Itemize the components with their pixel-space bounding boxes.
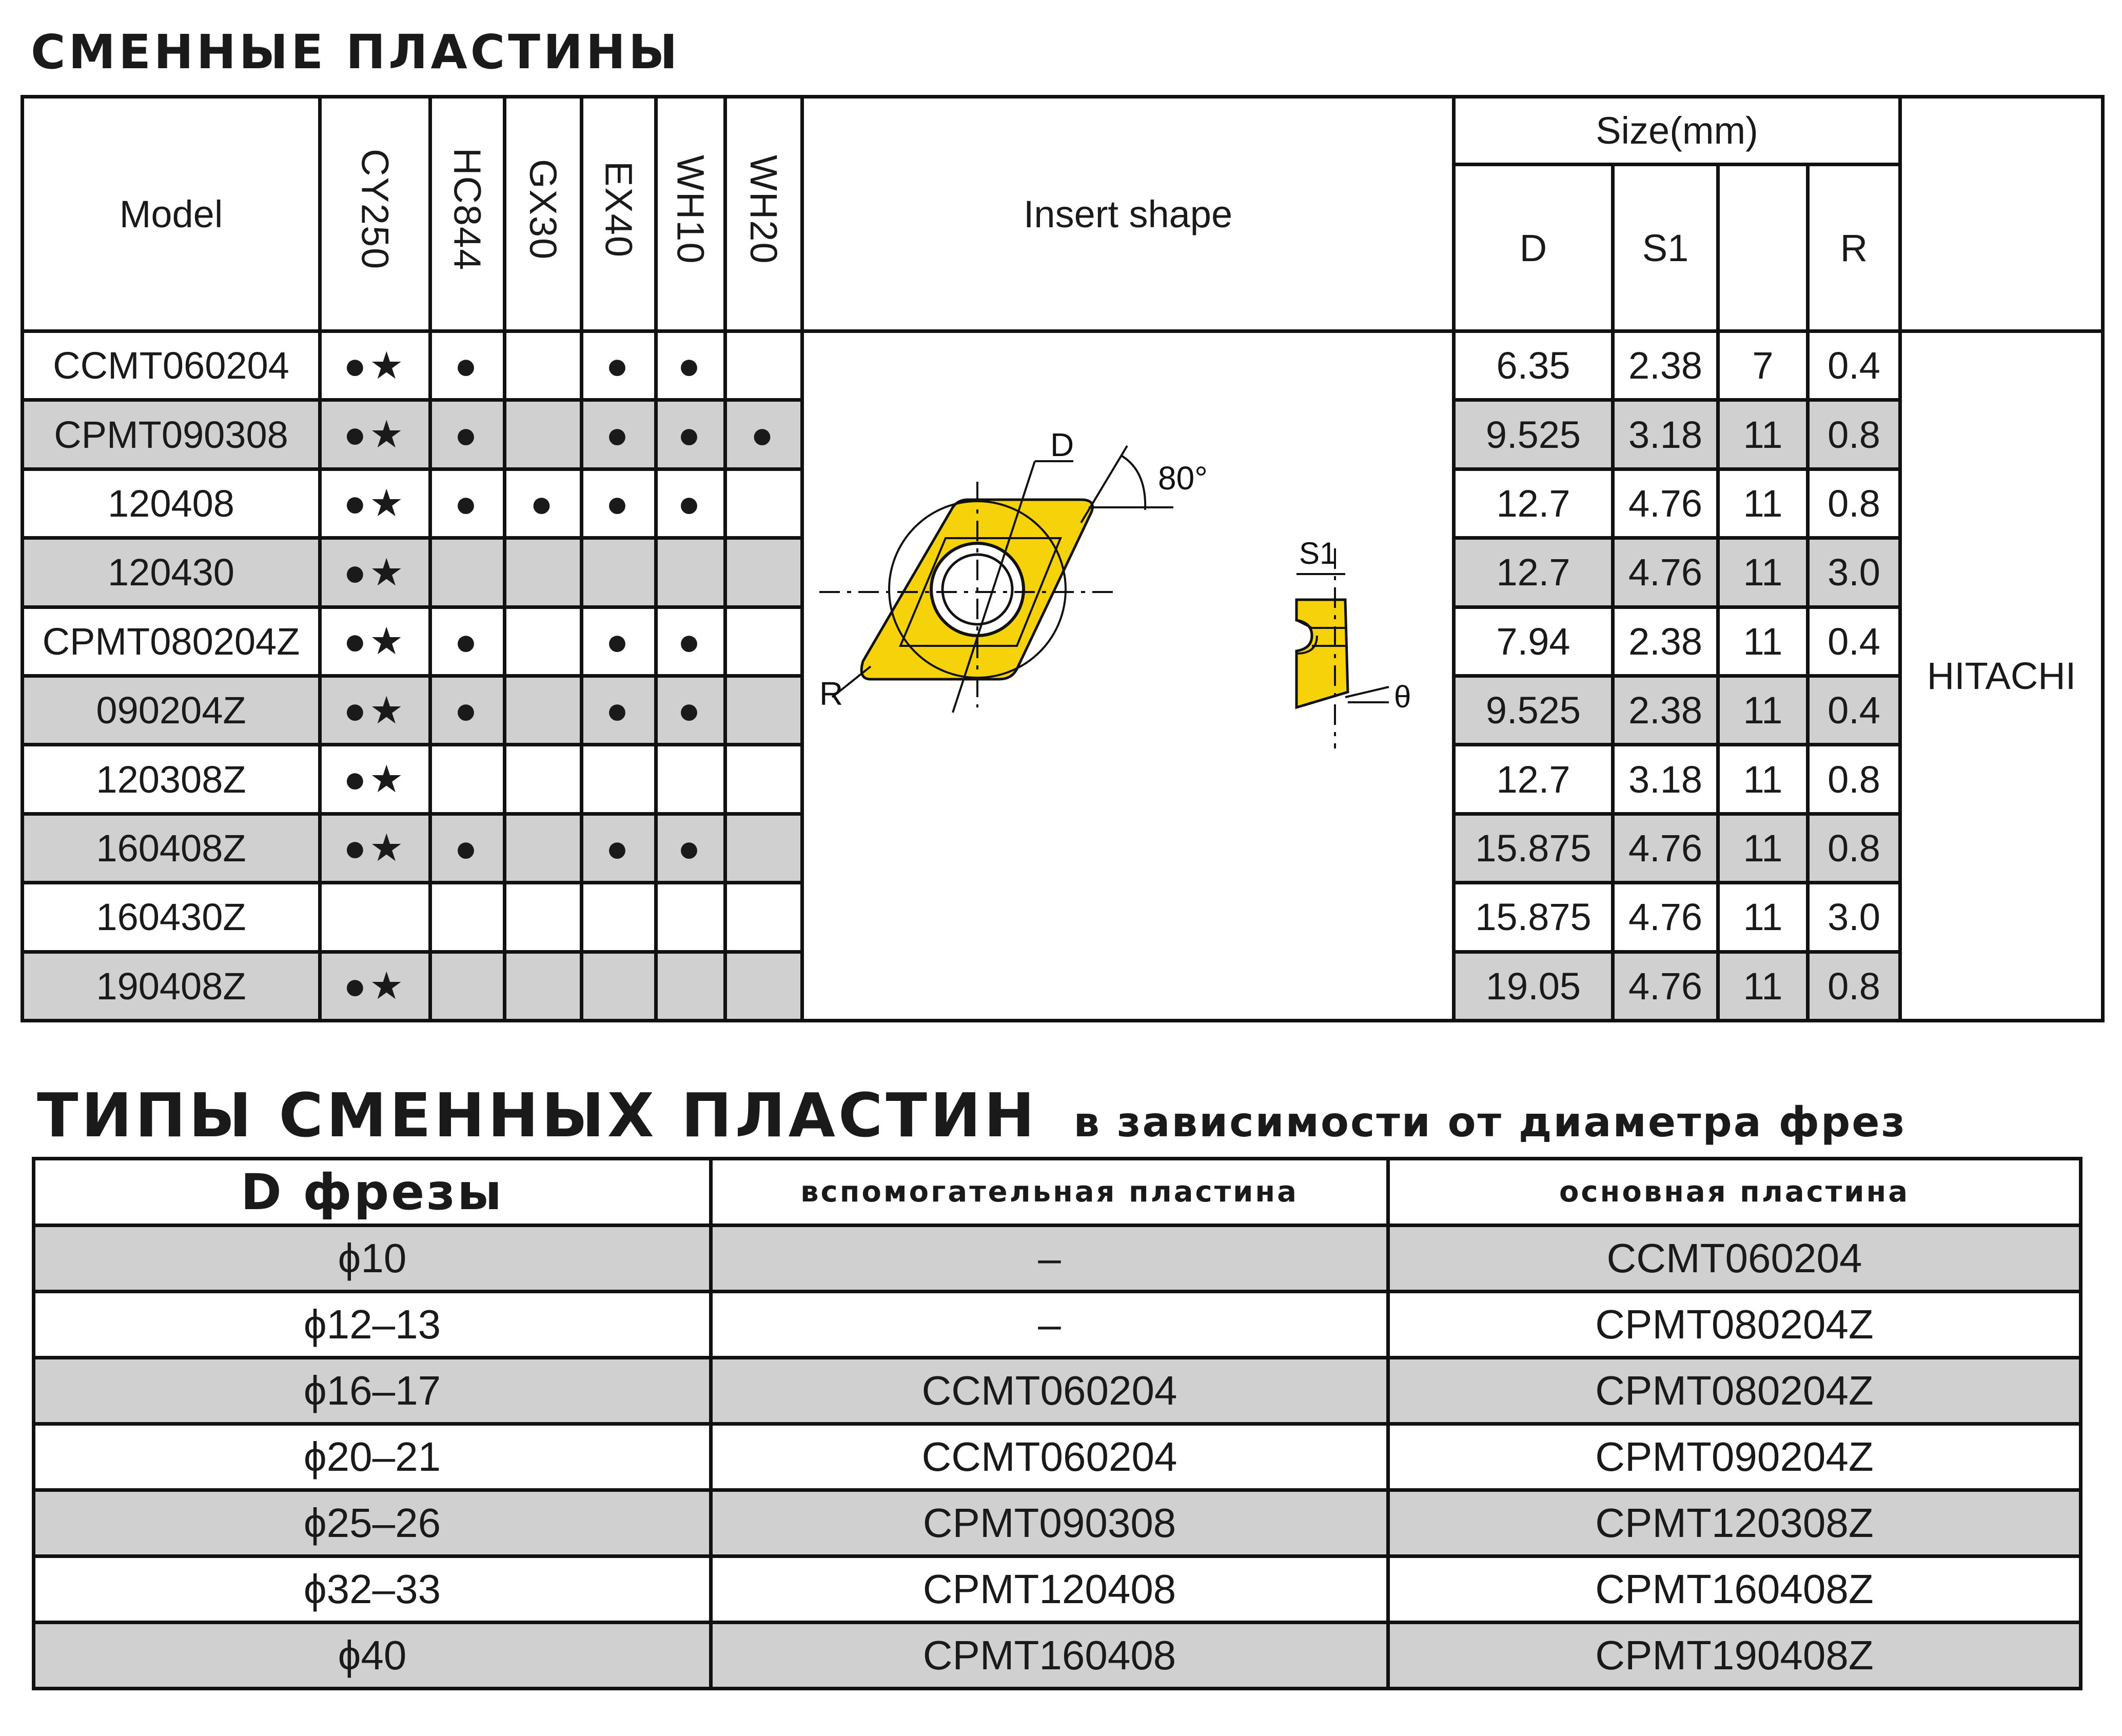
header-grade-cy250: CY250 xyxy=(320,97,430,331)
grade-mark-hc844 xyxy=(430,883,505,952)
header-model: Model xyxy=(23,97,320,331)
aux-insert-cell: – xyxy=(711,1226,1388,1292)
grade-mark-cy250: ●★ xyxy=(320,814,430,882)
grade-mark-cy250: ●★ xyxy=(320,469,430,538)
size-r-cell: 0.8 xyxy=(1808,814,1900,882)
header-size-theta xyxy=(1718,165,1808,331)
cutter-diameter-cell: ϕ32–33 xyxy=(34,1556,711,1623)
grade-mark-ex40 xyxy=(582,538,656,607)
grade-mark-hc844 xyxy=(430,538,505,607)
header-size-s1: S1 xyxy=(1613,165,1718,331)
header-size-d: D xyxy=(1454,165,1613,331)
main-insert-cell: CCMT060204 xyxy=(1388,1226,2081,1292)
header-insert-shape: Insert shape xyxy=(802,97,1454,331)
grade-mark-hc844: ● xyxy=(430,469,505,538)
header-main-insert: основная пластина xyxy=(1388,1159,2081,1226)
size-r-cell: 0.8 xyxy=(1808,400,1900,469)
header-grade-wh20: WH20 xyxy=(725,97,802,331)
size-r-cell: 0.8 xyxy=(1808,745,1900,814)
size-d-cell: 12.7 xyxy=(1454,745,1613,814)
size-s1-cell: 4.76 xyxy=(1613,538,1718,607)
grade-mark-wh10: ● xyxy=(656,469,725,538)
label-theta: θ xyxy=(1394,680,1411,714)
cutter-diameter-cell: ϕ10 xyxy=(34,1226,711,1292)
grade-mark-gx30: ● xyxy=(505,469,582,538)
grade-mark-wh10 xyxy=(656,952,725,1020)
grade-mark-gx30 xyxy=(505,331,582,400)
header-grade-wh10: WH10 xyxy=(656,97,725,331)
table-row xyxy=(34,1424,2081,1490)
grade-mark-wh10 xyxy=(656,538,725,607)
cutter-diameter-cell: ϕ25–26 xyxy=(34,1490,711,1556)
insert-table xyxy=(21,95,2105,1022)
table-row xyxy=(34,1623,2081,1689)
grade-mark-cy250: ●★ xyxy=(320,676,430,744)
model-cell: CPMT090308 xyxy=(23,400,320,469)
label-d: D xyxy=(1050,426,1074,463)
grade-mark-hc844: ● xyxy=(430,814,505,882)
grade-mark-cy250 xyxy=(320,883,430,952)
model-cell: 160430Z xyxy=(23,883,320,952)
size-r-cell: 0.4 xyxy=(1808,607,1900,676)
grade-mark-cy250: ●★ xyxy=(320,745,430,814)
grade-mark-wh20 xyxy=(725,676,802,744)
grade-mark-gx30 xyxy=(505,676,582,744)
size-s1-cell: 3.18 xyxy=(1613,745,1718,814)
size-s1-cell: 4.76 xyxy=(1613,952,1718,1020)
header-aux-insert: вспомогательная пластина xyxy=(711,1159,1388,1226)
grade-mark-wh20 xyxy=(725,331,802,400)
insert-shape-diagram xyxy=(802,331,1454,1021)
header-grade-gx30: GX30 xyxy=(505,97,582,331)
grade-mark-ex40: ● xyxy=(582,400,656,469)
main-insert-cell: CPMT190408Z xyxy=(1388,1623,2081,1689)
size-d-cell: 15.875 xyxy=(1454,814,1613,882)
size-theta-cell: 11 xyxy=(1718,745,1808,814)
grade-mark-cy250: ●★ xyxy=(320,331,430,400)
cutter-insert-table xyxy=(32,1157,2082,1690)
aux-insert-cell: CCMT060204 xyxy=(711,1424,1388,1490)
table-row xyxy=(34,1490,2081,1556)
aux-insert-cell: CCMT060204 xyxy=(711,1358,1388,1424)
model-cell: 190408Z xyxy=(23,952,320,1020)
size-s1-cell: 4.76 xyxy=(1613,814,1718,882)
size-theta-cell: 11 xyxy=(1718,538,1808,607)
size-d-cell: 7.94 xyxy=(1454,607,1613,676)
size-d-cell: 19.05 xyxy=(1454,952,1613,1020)
model-cell: 120430 xyxy=(23,538,320,607)
aux-insert-cell: CPMT160408 xyxy=(711,1623,1388,1689)
grade-mark-gx30 xyxy=(505,883,582,952)
size-r-cell: 3.0 xyxy=(1808,883,1900,952)
cutter-diameter-cell: ϕ16–17 xyxy=(34,1358,711,1424)
grade-mark-cy250: ●★ xyxy=(320,607,430,676)
cutter-diameter-cell: ϕ40 xyxy=(34,1623,711,1689)
table-row xyxy=(34,1226,2081,1292)
grade-mark-wh20: ● xyxy=(725,400,802,469)
label-s1: S1 xyxy=(1299,536,1337,570)
grade-mark-ex40 xyxy=(582,745,656,814)
table-row xyxy=(23,331,2103,400)
grade-mark-ex40: ● xyxy=(582,814,656,882)
grade-mark-wh10 xyxy=(656,745,725,814)
size-theta-cell: 11 xyxy=(1718,814,1808,882)
size-d-cell: 12.7 xyxy=(1454,469,1613,538)
main-insert-cell: CPMT080204Z xyxy=(1388,1358,2081,1424)
grade-mark-gx30 xyxy=(505,400,582,469)
size-theta-cell: 11 xyxy=(1718,400,1808,469)
main-insert-cell: CPMT120308Z xyxy=(1388,1490,2081,1556)
aux-insert-cell: CPMT090308 xyxy=(711,1490,1388,1556)
grade-mark-wh20 xyxy=(725,538,802,607)
size-d-cell: 9.525 xyxy=(1454,400,1613,469)
grade-mark-gx30 xyxy=(505,607,582,676)
grade-mark-wh20 xyxy=(725,883,802,952)
table-row xyxy=(34,1292,2081,1358)
size-theta-cell: 11 xyxy=(1718,607,1808,676)
grade-mark-cy250: ●★ xyxy=(320,400,430,469)
header-grade-ex40: EX40 xyxy=(582,97,656,331)
grade-mark-wh10: ● xyxy=(656,676,725,744)
size-s1-cell: 2.38 xyxy=(1613,331,1718,400)
grade-mark-wh20 xyxy=(725,469,802,538)
grade-mark-hc844 xyxy=(430,952,505,1020)
size-theta-cell: 11 xyxy=(1718,883,1808,952)
main-insert-cell: CPMT090204Z xyxy=(1388,1424,2081,1490)
size-d-cell: 9.525 xyxy=(1454,676,1613,744)
main-insert-cell: CPMT160408Z xyxy=(1388,1556,2081,1623)
size-r-cell: 0.8 xyxy=(1808,469,1900,538)
grade-mark-gx30 xyxy=(505,814,582,882)
model-cell: CPMT080204Z xyxy=(23,607,320,676)
cutter-diameter-cell: ϕ12–13 xyxy=(34,1292,711,1358)
grade-mark-wh10: ● xyxy=(656,400,725,469)
grade-mark-wh10: ● xyxy=(656,814,725,882)
grade-mark-wh10: ● xyxy=(656,607,725,676)
grade-mark-wh10 xyxy=(656,883,725,952)
main-insert-cell: CPMT080204Z xyxy=(1388,1292,2081,1358)
page-title: СМЕННЫЕ ПЛАСТИНЫ xyxy=(31,25,681,80)
grade-mark-ex40: ● xyxy=(582,331,656,400)
grade-mark-wh10: ● xyxy=(656,331,725,400)
grade-mark-hc844: ● xyxy=(430,607,505,676)
aux-insert-cell: – xyxy=(711,1292,1388,1358)
size-theta-cell: 7 xyxy=(1718,331,1808,400)
label-angle: 80° xyxy=(1158,460,1208,497)
size-r-cell: 0.4 xyxy=(1808,676,1900,744)
grade-mark-wh20 xyxy=(725,745,802,814)
size-d-cell: 15.875 xyxy=(1454,883,1613,952)
size-d-cell: 12.7 xyxy=(1454,538,1613,607)
cutter-diameter-cell: ϕ20–21 xyxy=(34,1424,711,1490)
header-blank xyxy=(1900,97,2103,331)
model-cell: 120308Z xyxy=(23,745,320,814)
grade-mark-hc844 xyxy=(430,745,505,814)
model-cell: CCMT060204 xyxy=(23,331,320,400)
model-cell: 090204Z xyxy=(23,676,320,744)
header-grade-hc844: HC844 xyxy=(430,97,505,331)
size-theta-cell: 11 xyxy=(1718,469,1808,538)
table-row xyxy=(34,1358,2081,1424)
grade-mark-cy250: ●★ xyxy=(320,538,430,607)
insert-drawing xyxy=(804,333,1454,1010)
size-s1-cell: 4.76 xyxy=(1613,883,1718,952)
label-r: R xyxy=(819,675,843,712)
grade-mark-wh20 xyxy=(725,952,802,1020)
header-size-group: Size(mm) xyxy=(1454,97,1900,165)
grade-mark-ex40 xyxy=(582,883,656,952)
manufacturer-label: HITACHI xyxy=(1900,331,2103,1021)
model-cell: 120408 xyxy=(23,469,320,538)
size-r-cell: 0.8 xyxy=(1808,952,1900,1020)
grade-mark-wh20 xyxy=(725,814,802,882)
size-s1-cell: 2.38 xyxy=(1613,676,1718,744)
model-cell: 160408Z xyxy=(23,814,320,882)
header-size-r: R xyxy=(1808,165,1900,331)
section2-title: ТИПЫ СМЕННЫХ ПЛАСТИН xyxy=(37,1080,1038,1151)
size-theta-cell: 11 xyxy=(1718,676,1808,744)
size-theta-cell: 11 xyxy=(1718,952,1808,1020)
size-d-cell: 6.35 xyxy=(1454,331,1613,400)
grade-mark-gx30 xyxy=(505,745,582,814)
aux-insert-cell: CPMT120408 xyxy=(711,1556,1388,1623)
size-s1-cell: 3.18 xyxy=(1613,400,1718,469)
grade-mark-gx30 xyxy=(505,538,582,607)
grade-mark-ex40: ● xyxy=(582,607,656,676)
size-s1-cell: 4.76 xyxy=(1613,469,1718,538)
grade-mark-cy250: ●★ xyxy=(320,952,430,1020)
section2-subtitle: в зависимости от диаметра фрез xyxy=(1073,1098,1907,1146)
section2-heading xyxy=(37,1080,1907,1151)
grade-mark-hc844: ● xyxy=(430,331,505,400)
size-r-cell: 3.0 xyxy=(1808,538,1900,607)
grade-mark-ex40: ● xyxy=(582,676,656,744)
grade-mark-ex40: ● xyxy=(582,469,656,538)
grade-mark-hc844: ● xyxy=(430,676,505,744)
header-cutter-d: D фрезы xyxy=(34,1159,711,1226)
grade-mark-ex40 xyxy=(582,952,656,1020)
table-row xyxy=(34,1556,2081,1623)
grade-mark-gx30 xyxy=(505,952,582,1020)
grade-mark-hc844: ● xyxy=(430,400,505,469)
grade-mark-wh20 xyxy=(725,607,802,676)
size-r-cell: 0.4 xyxy=(1808,331,1900,400)
size-s1-cell: 2.38 xyxy=(1613,607,1718,676)
